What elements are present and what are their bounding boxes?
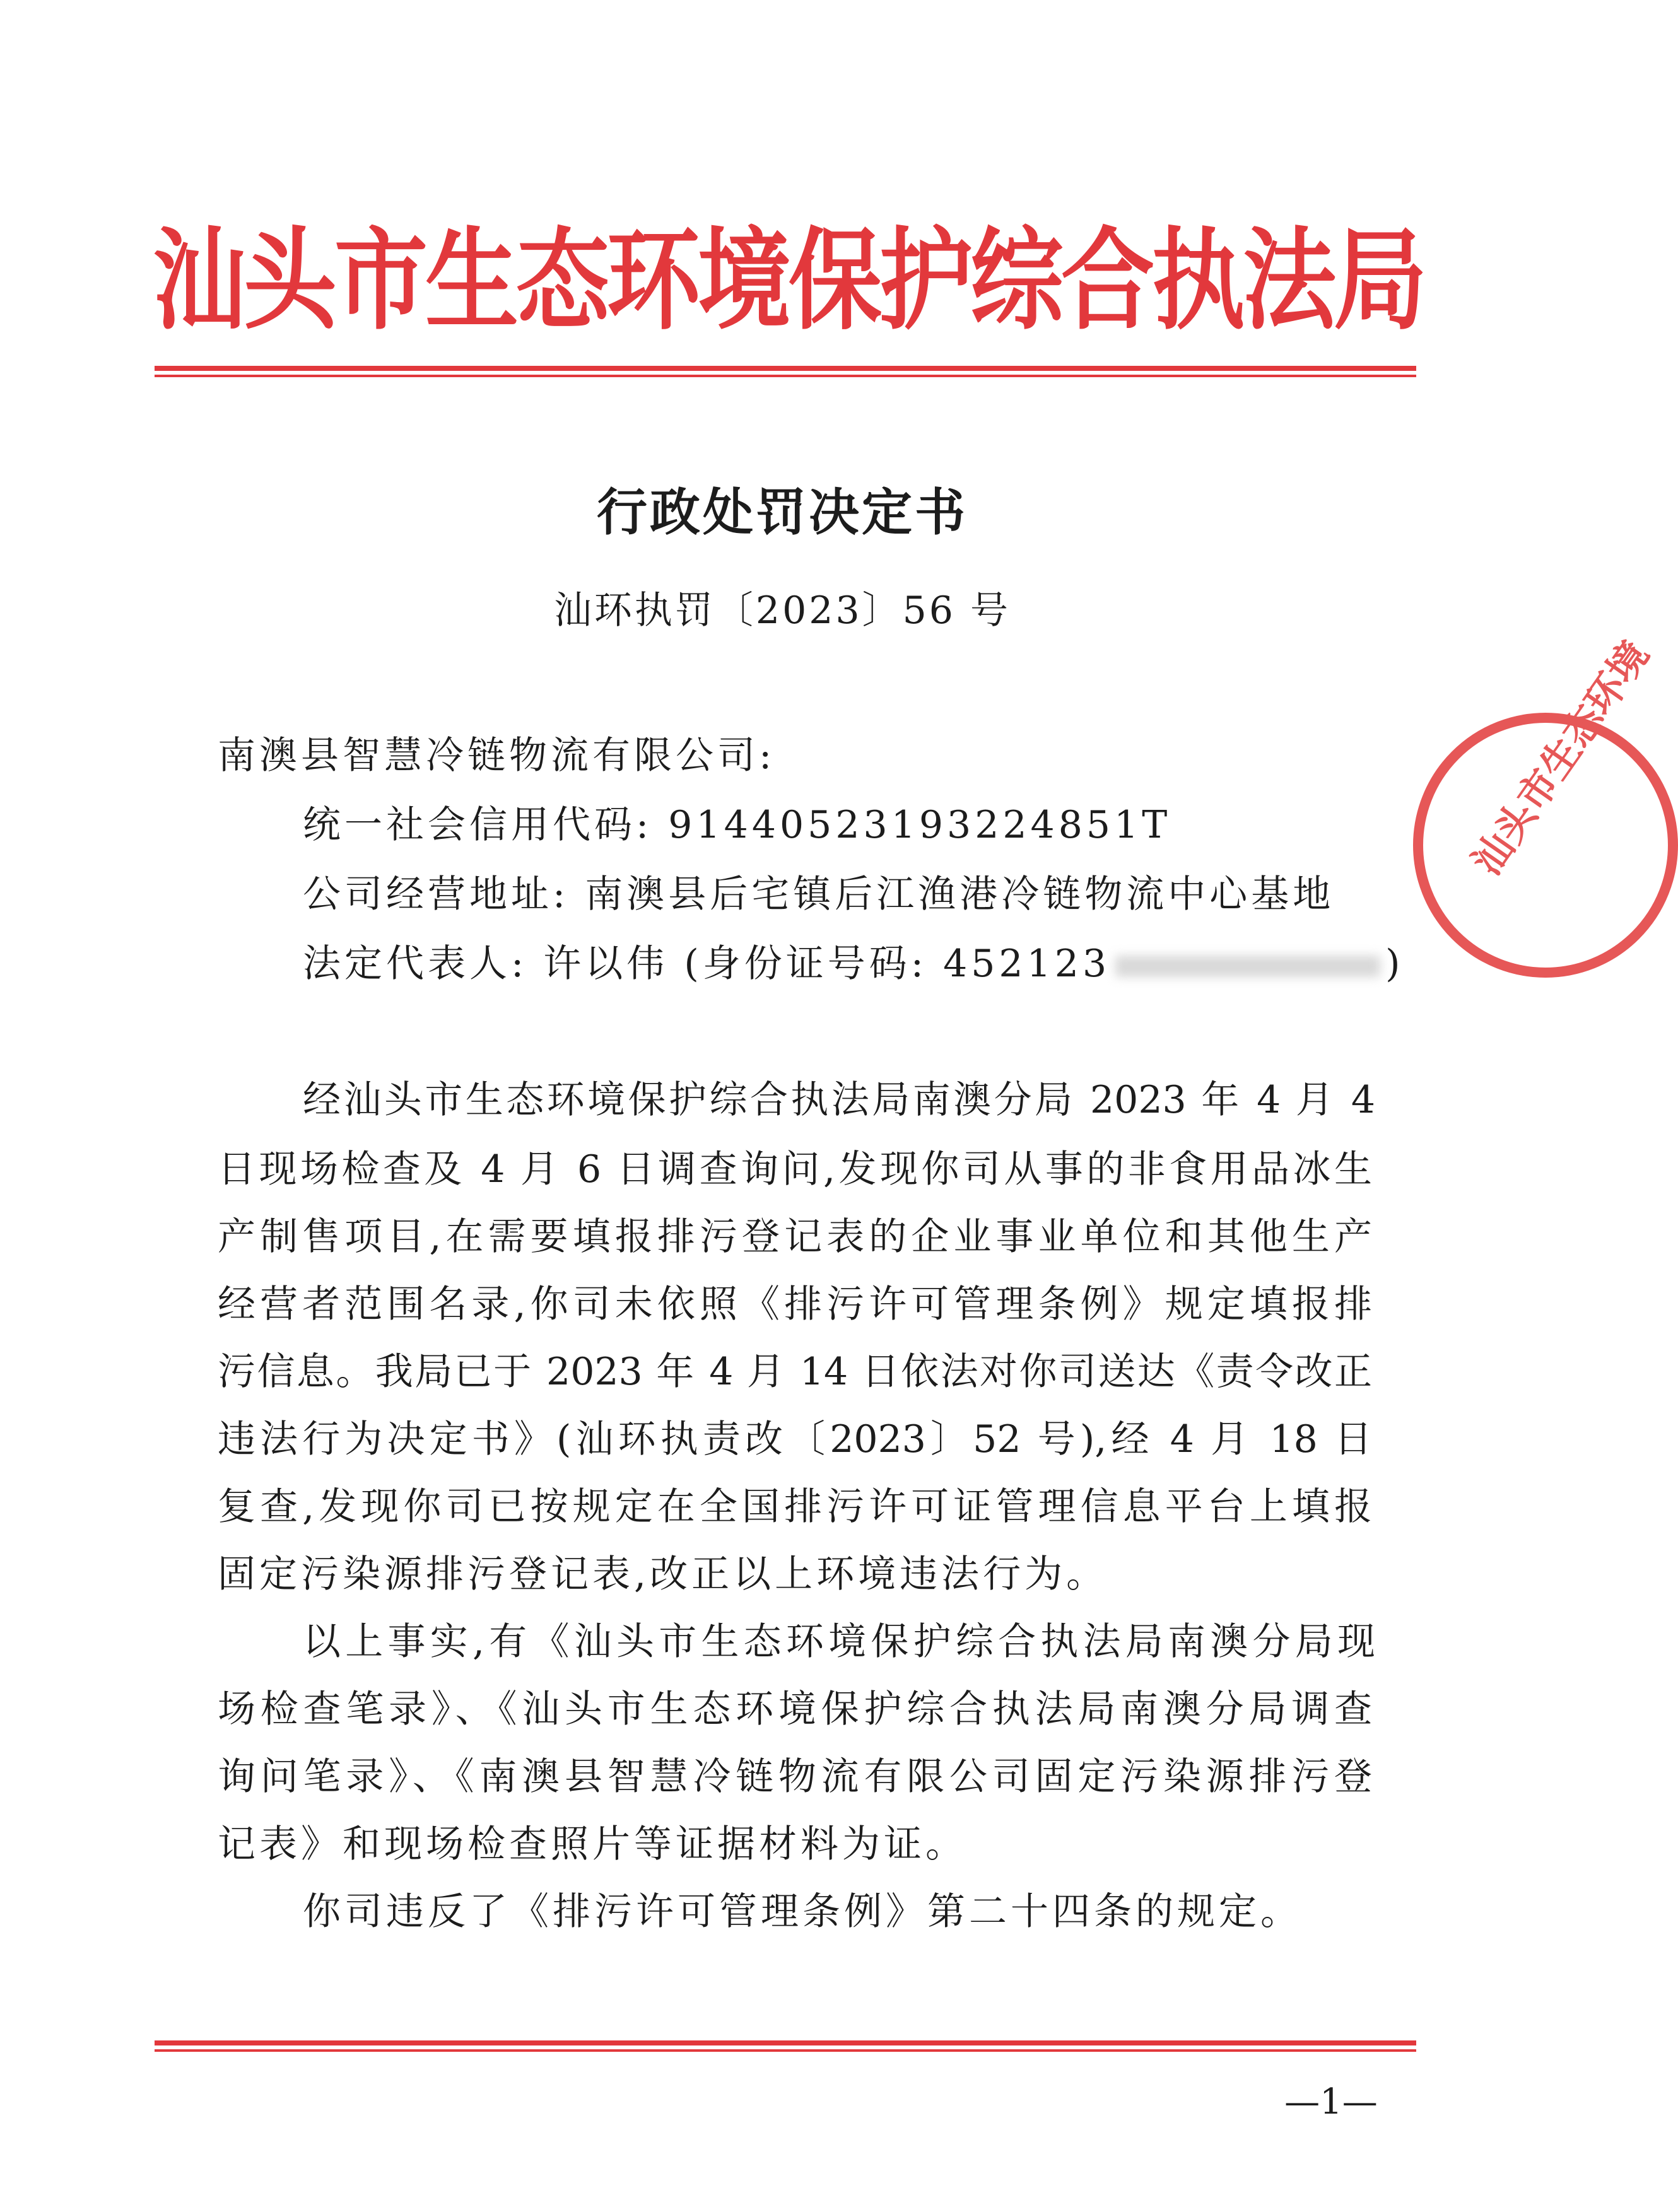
- paragraph-line: 询问笔录》、《南澳县智慧冷链物流有限公司固定污染源排污登: [218, 1755, 1372, 1799]
- recipient-company: 南澳县智慧冷链物流有限公司:: [218, 734, 776, 778]
- credit-code-label: 统一社会信用代码:: [303, 803, 653, 847]
- document-number: 汕环执罚〔2023〕56 号: [553, 588, 1011, 633]
- paragraph-line: 场检查笔录》、《汕头市生态环境保护综合执法局南澳分局调查: [218, 1687, 1372, 1731]
- representative-label: 法定代表人:: [303, 942, 528, 986]
- agency-masthead: 汕头市生态环境保护综合执法局: [153, 216, 1424, 345]
- id-close: ): [1385, 942, 1404, 986]
- id-label: (身份证号码:: [684, 942, 927, 986]
- paragraph-line: 记表》和现场检查照片等证据材料为证。: [218, 1822, 967, 1866]
- official-seal: [1413, 633, 1678, 978]
- credit-code-line: [303, 802, 1375, 848]
- seal-text: 汕头市生态环境: [1463, 633, 1658, 884]
- footer-divider: [155, 2040, 1416, 2052]
- representative-name: 许以伟: [543, 942, 669, 986]
- address-value: 南澳县后宅镇后江渔港冷链物流中心基地: [585, 872, 1335, 916]
- header-divider: [155, 366, 1416, 377]
- paragraph-line: 产制售项目,在需要填报排污登记表的企业事业单位和其他生产: [218, 1215, 1372, 1259]
- address-label: 公司经营地址:: [303, 872, 570, 916]
- paragraph-line: 你司违反了《排污许可管理条例》第二十四条的规定。: [303, 1890, 1302, 1934]
- paragraph-line: 以上事实,有《汕头市生态环境保护综合执法局南澳分局现: [303, 1620, 1375, 1664]
- paragraph-line: 固定污染源排污登记表,改正以上环境违法行为。: [218, 1552, 1108, 1596]
- paragraph-line: 日现场检查及 4 月 6 日调查询问,发现你司从事的非食用品冰生: [218, 1147, 1372, 1191]
- redaction-blur: [1115, 956, 1380, 977]
- representative-line: [303, 941, 1404, 986]
- page-number: —1—: [1284, 2081, 1378, 2122]
- footer-rule-thick: [155, 2040, 1416, 2045]
- document-title: 行政处罚决定书: [597, 483, 968, 542]
- paragraph-line: 违法行为决定书》(汕环执责改〔2023〕52 号),经 4 月 18 日: [218, 1417, 1372, 1461]
- credit-code-value: 91440523193224851T: [668, 803, 1171, 847]
- paragraph-line: 复查,发现你司已按规定在全国排污许可证管理信息平台上填报: [218, 1485, 1372, 1529]
- header-rule-thick: [155, 366, 1416, 371]
- header-rule-thin: [155, 375, 1416, 377]
- paragraph-line: 经汕头市生态环境保护综合执法局南澳分局 2023 年 4 月 4: [303, 1078, 1375, 1122]
- paragraph-line: 经营者范围名录,你司未依照《排污许可管理条例》规定填报排: [218, 1282, 1372, 1326]
- address-line: [303, 872, 1375, 917]
- footer-rule-thin: [155, 2049, 1416, 2052]
- paragraph-line: 污信息。我局已于 2023 年 4 月 14 日依法对你司送达《责令改正: [218, 1350, 1372, 1394]
- id-number-partial: 452123: [943, 942, 1111, 986]
